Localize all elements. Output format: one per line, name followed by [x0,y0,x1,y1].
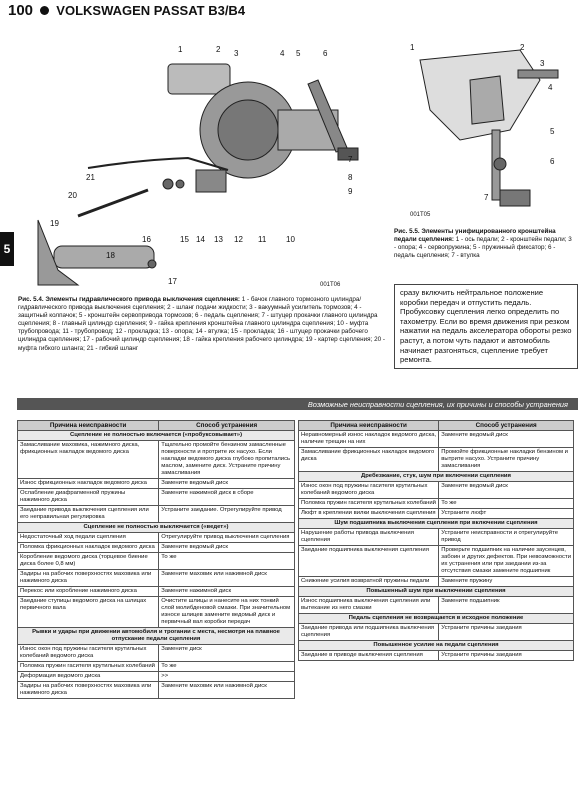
cause-cell: Поломка пружин гасителя крутильных колебаний [18,662,159,672]
table-row [18,662,295,672]
info-note: сразу включить нейтральное положение коробки передач и отпустить педаль. Пробуксовку сцепления легко определить по тахометру. Если во время движения при резком нажатии на педаль акселератора обороты резко растут, а потом чуть падают и автомобиль начинает разгоняться, сцепление требует ремонта. [394,284,578,369]
section-title: Сцепление не полностью включается («пробуксовывает») [18,431,295,441]
section-band-title: Возможные неисправности сцепления, их причины и способы устранения [17,398,578,410]
svg-text:1: 1 [178,45,183,54]
caption-prefix: Рис. 5.4. Элементы гидравлического привода выключения сцепления: [18,296,241,303]
svg-text:13: 13 [214,235,223,244]
svg-text:6: 6 [550,157,555,166]
remedy-cell: Замените ведомый диск [159,543,295,553]
section-row [299,641,574,651]
svg-text:19: 19 [50,219,59,228]
malfunctions-table-left [17,420,295,699]
remedy-cell: То же [159,553,295,570]
chapter-tab: 5 [0,232,14,266]
bullet-icon [40,6,49,15]
svg-text:5: 5 [550,127,555,136]
svg-text:6: 6 [323,49,328,58]
remedy-cell: Устраните люфт [439,509,574,519]
cause-cell: Износ подшипника выключения сцепления или вытекание из него смазки [299,597,439,614]
cause-cell: Коробление ведомого диска (торцевое биение диска более 0,8 мм) [18,553,159,570]
cause-cell: Задиры на рабочих поверхностях маховика или нажимного диска [18,570,159,587]
svg-text:21: 21 [86,173,95,182]
remedy-cell: Замените нажимной диск в сборе [159,489,295,506]
cause-cell: Износ окон под пружины гасителя крутильных колебаний ведомого диска [299,482,439,499]
malfunctions-table-right [298,420,574,661]
remedy-cell: Проверьте подшипник на наличие заусенцев, забоин и других дефектов. При невозможности их устранения или при заедании из-за отсутствия смазки замените подшипник [439,546,574,577]
svg-text:16: 16 [142,235,151,244]
table-row [18,489,295,506]
svg-text:10: 10 [286,235,295,244]
svg-text:12: 12 [234,235,243,244]
cause-cell: Заедание ступицы ведомого диска на шлицах первичного вала [18,597,159,628]
table-row [299,431,574,448]
cause-cell: Ослабление диафрагменной пружины нажимного диска [18,489,159,506]
cause-cell: Износ окон под пружины гасителя крутильных колебаний ведомого диска [18,645,159,662]
figure-5-5-caption [394,228,574,260]
remedy-cell: Устраните причины заедания [439,624,574,641]
table-row [18,479,295,489]
page-header [8,2,245,19]
cause-cell: Задиры на рабочих поверхностях маховика или нажимного диска [18,682,159,699]
servo-spring-drawing [518,70,558,78]
pedal-bracket-figure [400,40,575,220]
svg-text:5: 5 [296,49,301,58]
cause-cell: Заедание привода или подшипника выключения сцепления [299,624,439,641]
section-title: Педаль сцепления не возвращается в исходное положение [299,614,574,624]
svg-text:20: 20 [68,191,77,200]
book-title: VOLKSWAGEN PASSAT B3/B4 [56,3,246,18]
table-row [18,570,295,587]
cause-cell: Неравномерный износ накладок ведомого диска, наличие трещин на них [299,431,439,448]
table-row [299,482,574,499]
table-row [18,682,295,699]
cause-cell: Нарушение работы привода выключения сцепления [299,529,439,546]
svg-text:4: 4 [280,49,285,58]
remedy-cell: Устраните заедание. Отрегулируйте привод [159,506,295,523]
remedy-cell: Отрегулируйте привод выключения сцепления [159,533,295,543]
table-row [299,509,574,519]
table-row [18,672,295,682]
remedy-cell: Замените пружину [439,577,574,587]
page-number: 100 [8,2,34,19]
table-row [299,577,574,587]
cause-cell: Заедание привода выключения сцепления или его неправильная регулировка [18,506,159,523]
table-row [18,543,295,553]
table-row [18,587,295,597]
table-row [18,553,295,570]
column-header: Причина неисправности [299,421,439,431]
remedy-cell: >> [159,672,295,682]
section-row [299,519,574,529]
clutch-hydraulic-drive-figure [18,40,370,290]
pedal-pad-drawing [500,190,530,206]
table-row [18,645,295,662]
cause-cell: Износ фрикционных накладок ведомого диска [18,479,159,489]
slave-cylinder-drawing [54,246,154,268]
svg-text:7: 7 [348,155,353,164]
table-row [299,597,574,614]
svg-text:8: 8 [348,173,353,182]
table-row [299,529,574,546]
cause-cell: Снижение усилия возвратной пружины педали [299,577,439,587]
remedy-cell: Промойте фрикционные накладки бензином и вытрите насухо. Устраните причину замасливания [439,448,574,472]
remedy-cell: Очистите шлицы и нанесите на них тонкий слой молибденовой смазки. При значительном износе шлицев замените ведомый диск и первичный вал коробки передач [159,597,295,628]
svg-text:17: 17 [168,277,177,286]
cause-cell: Перекос или коробление нажимного диска [18,587,159,597]
reservoir-drawing [168,64,230,94]
table-row [299,651,574,661]
section-row [299,472,574,482]
remedy-cell: Замените ведомый диск [159,479,295,489]
remedy-cell: То же [439,499,574,509]
svg-text:2: 2 [216,45,221,54]
remedy-cell: Тщательно промойте бензином замасленные поверхности и протрите их насухо. Если накладки ведомого диска глубоко пропитались маслом, замените диск. Устраните причину замасливания [159,441,295,479]
remedy-cell: Замените ведомый диск [439,482,574,499]
cause-cell: Замасливание маховика, нажимного диска, фрикционных накладок ведомого диска [18,441,159,479]
cause-cell: Люфт в креплении вилки выключения сцепления [299,509,439,519]
remedy-cell: Устраните неисправности и отрегулируйте привод [439,529,574,546]
column-header: Способ устранения [159,421,295,431]
cause-cell: Деформация ведомого диска [18,672,159,682]
table-row [299,499,574,509]
cause-cell: Замасливание фрикционных накладок ведомого диска [299,448,439,472]
section-title: Шум подшипника выключения сцепления при включении сцепления [299,519,574,529]
svg-text:9: 9 [348,187,353,196]
svg-text:7: 7 [484,193,489,202]
svg-text:4: 4 [548,83,553,92]
section-title: Повышенный шум при выключении сцепления [299,587,574,597]
remedy-cell: То же [159,662,295,672]
remedy-cell: Устраните причины заедания [439,651,574,661]
svg-text:18: 18 [106,251,115,260]
remedy-cell: Замените диск [159,645,295,662]
cause-cell: Недостаточный ход педали сцепления [18,533,159,543]
cause-cell: Поломка пружин гасителя крутильных колебаний [299,499,439,509]
remedy-cell: Замените маховик или нажимной диск [159,682,295,699]
section-row [299,587,574,597]
remedy-cell: Замените подшипник [439,597,574,614]
section-row [18,628,295,645]
table-row [18,597,295,628]
svg-text:3: 3 [234,49,239,58]
svg-text:11: 11 [258,235,267,244]
svg-text:14: 14 [196,235,205,244]
section-title: Дребезжание, стук, шум при включении сцепления [299,472,574,482]
cause-cell: Заедание в приводе выключения сцепления [299,651,439,661]
remedy-cell: Замените нажимной диск [159,587,295,597]
table-row [299,624,574,641]
cause-cell: Заедание подшипника выключения сцепления [299,546,439,577]
table-row [299,448,574,472]
remedy-cell: Замените ведомый диск [439,431,574,448]
section-title: Повышенное усилие на педали сцепления [299,641,574,651]
svg-text:001T06: 001T06 [320,282,341,288]
caption-prefix: Рис. 5.5. Элементы унифицированного кронштейна педали сцепления: [394,228,556,244]
svg-text:001T05: 001T05 [410,212,431,218]
table-row [299,546,574,577]
svg-text:3: 3 [540,59,545,68]
section-row [299,614,574,624]
section-row [18,431,295,441]
section-title: Сцепление не полностью выключается («ведет») [18,523,295,533]
figure-5-4-caption [18,296,386,353]
svg-text:2: 2 [520,43,525,52]
caption-text: 1 - бачок главного тормозного цилиндра/гидравлического привода выключения сцепления; 2 - шланг подачи жидкости; 3 - вакуумный усилитель тормозов; 4 - защитный колпачок; 5 - кронштейн сервопривода тормозов; 6 - педаль сцепления; 7 - штуцер прокачки главного цилиндра сцепления; 8 - главный цилиндр сцепления; 9 - гайка крепления кронштейна главного цилиндра сцепления; 10 - муфта трубопровода; 11 - трубопровод; 12 - прокладка; 13 - опора; 14 - втулка; 15 - прокладка; 16 - штуцер прокачки рабочего цилиндра сцепления; 17 - рабочий цилиндр сцепления; 18 - гайка крепления рабочего цилиндра; 19 - картер сцепления; 20 - муфта гибкого шланга; 21 - гибкий шланг [18,296,385,352]
svg-text:1: 1 [410,43,415,52]
cause-cell: Поломка фрикционных накладок ведомого диска [18,543,159,553]
table-row [18,441,295,479]
table-row [18,533,295,543]
section-title: Рывки и удары при движении автомобиля и трогании с места, несмотря на плавное отпускание педали сцепления [18,628,295,645]
column-header: Причина неисправности [18,421,159,431]
column-header: Способ устранения [439,421,574,431]
svg-text:15: 15 [180,235,189,244]
table-row [18,506,295,523]
section-row [18,523,295,533]
remedy-cell: Замените маховик или нажимной диск [159,570,295,587]
caption-text: 1 - ось педали; 2 - кронштейн педали; 3 - опора; 4 - сервопружина; 5 - пружинный фиксатор; 6 - педаль сцепления; 7 - втулка [394,236,572,260]
